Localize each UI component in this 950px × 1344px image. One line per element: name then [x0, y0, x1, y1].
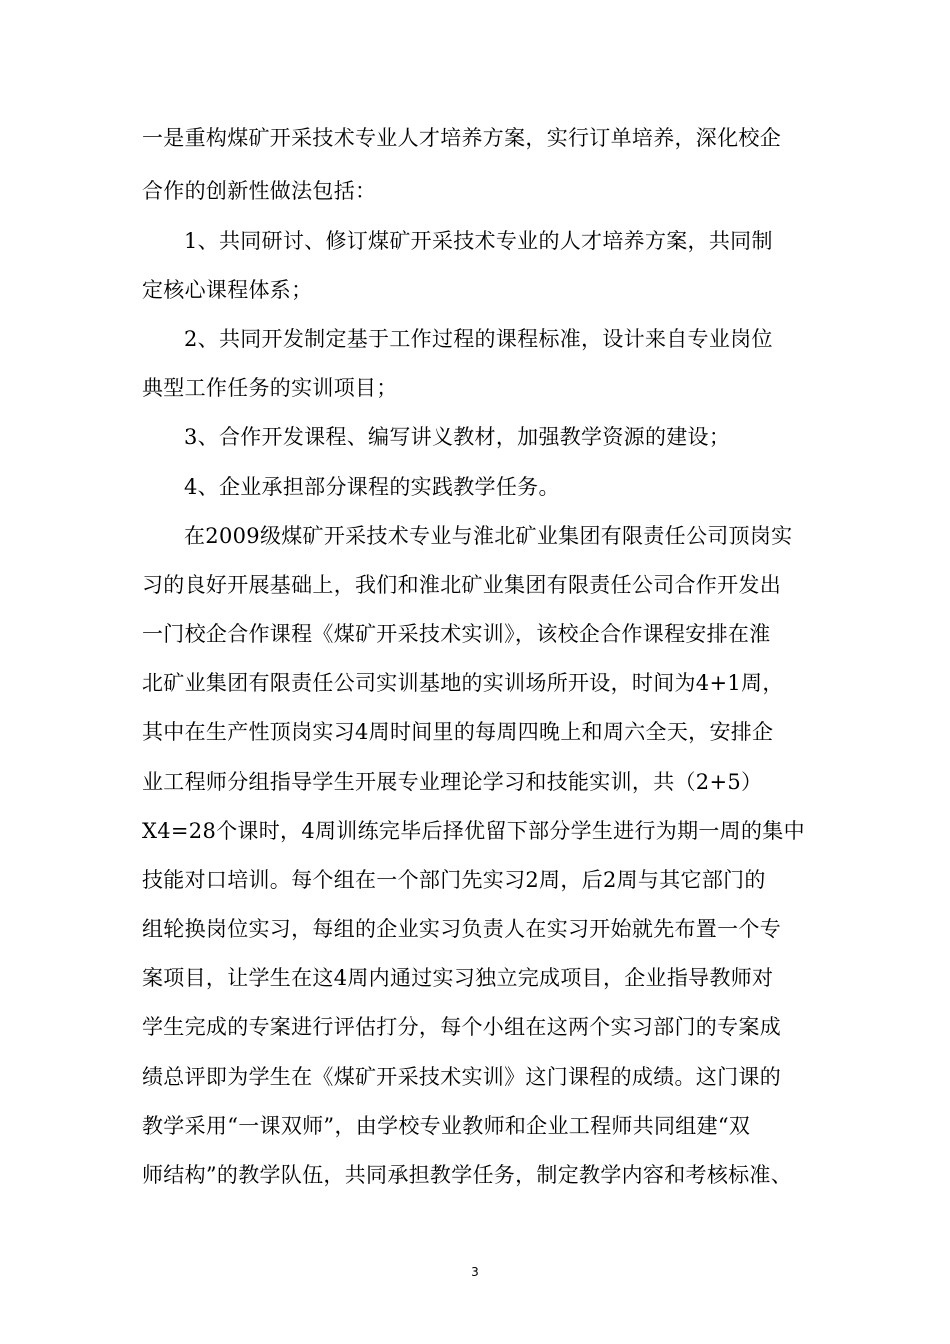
text-line: 北矿业集团有限责任公司实训基地的实训场所开设，时间为4+1周，: [142, 671, 784, 695]
text-line: 绩总评即为学生在《煤矿开采技术实训》这门课程的成绩。这门课的: [142, 1065, 781, 1089]
text-line: X4=28个课时，4周训练完毕后择优留下部分学生进行为期一周的集中: [142, 819, 805, 843]
text-line: 一是重构煤矿开采技术专业人才培养方案，实行订单培养，深化校企: [142, 126, 781, 150]
text-line: 其中在生产性顶岗实习4周时间里的每周四晚上和周六全天，安排企: [142, 720, 774, 744]
text-line: 案项目，让学生在这4周内通过实习独立完成项目，企业指导教师对: [142, 966, 774, 990]
text-line: 合作的创新性做法包括：: [142, 179, 377, 203]
text-line: 习的良好开展基础上，我们和淮北矿业集团有限责任公司合作开发出: [142, 573, 781, 597]
text-line: 教学采用“一课双师”，由学校专业教师和企业工程师共同组建“双: [142, 1114, 751, 1138]
text-line: 在2009级煤矿开采技术专业与淮北矿业集团有限责任公司顶岗实: [184, 524, 793, 548]
text-line: 一门校企合作课程《煤矿开采技术实训》，该校企合作课程安排在淮: [142, 622, 771, 646]
text-line: 师结构”的教学队伍，共同承担教学任务，制定教学内容和考核标准、: [142, 1163, 793, 1187]
text-line: 4、企业承担部分课程的实践教学任务。: [184, 475, 560, 499]
text-line: 2、共同开发制定基于工作过程的课程标准，设计来自专业岗位: [184, 327, 773, 351]
text-line: 业工程师分组指导学生开展专业理论学习和技能实训，共（2+5）: [142, 770, 763, 794]
text-line: 技能对口培训。每个组在一个部门先实习2周，后2周与其它部门的: [142, 868, 766, 892]
text-line: 定核心课程体系；: [142, 278, 313, 302]
text-line: 组轮换岗位实习，每组的企业实习负责人在实习开始就先布置一个专: [142, 917, 781, 941]
text-line: 典型工作任务的实训项目；: [142, 376, 398, 400]
text-line: 3、合作开发课程、编写讲义教材，加强教学资源的建设；: [184, 425, 731, 449]
text-line: 1、共同研讨、修订煤矿开采技术专业的人才培养方案，共同制: [184, 229, 773, 253]
page-number: 3: [471, 1265, 479, 1279]
text-line: 学生完成的专案进行评估打分，每个小组在这两个实习部门的专案成: [142, 1015, 781, 1039]
